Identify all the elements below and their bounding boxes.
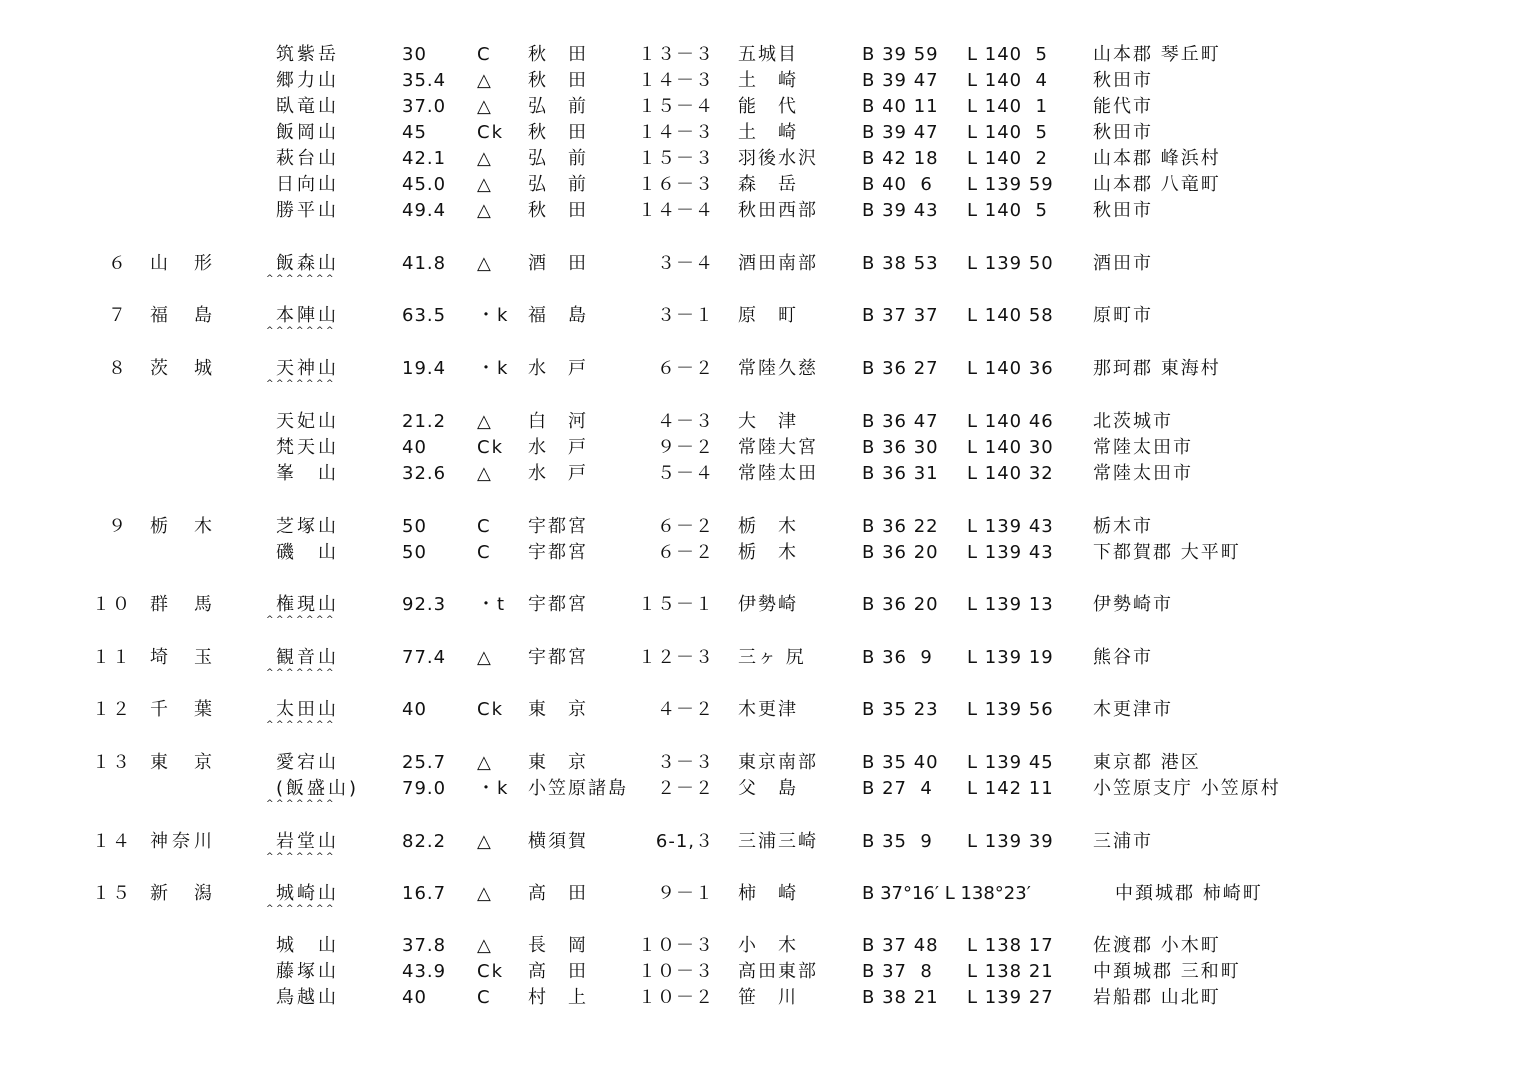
longitude: L 139 43: [967, 542, 1054, 563]
elevation: 42.1: [402, 148, 447, 169]
latitude: B 39 47: [862, 122, 939, 143]
table-row: [0, 356, 1527, 389]
address: 中頚城郡 柿崎町: [1115, 883, 1263, 904]
latitude: B 37°16′ L 138°23′: [862, 883, 1031, 904]
table-row: [0, 172, 1527, 198]
sheet-number: １４－３: [638, 70, 714, 91]
table-row: [0, 514, 1527, 540]
sheet-number: ３－１: [657, 305, 714, 326]
point-type: C: [477, 542, 492, 563]
map-sheet-50k: 小 木: [738, 935, 798, 956]
map-sheet-50k: 常陸大宮: [738, 437, 818, 458]
point-type: △: [477, 174, 493, 195]
map-sheet-200k: 東 京: [528, 699, 588, 720]
prefecture-number: １１: [92, 647, 132, 668]
table-row: [0, 776, 1527, 809]
map-sheet-200k: 宇都宮: [528, 542, 588, 563]
mountain-name: 権現山: [276, 594, 339, 615]
point-type: △: [477, 463, 493, 484]
address: 山本郡 琴丘町: [1093, 44, 1221, 65]
prefecture-name: 茨 城: [150, 358, 216, 379]
point-type: ・k: [477, 305, 510, 326]
elevation: 37.8: [402, 935, 447, 956]
table-row: [0, 750, 1527, 776]
address: 木更津市: [1093, 699, 1173, 720]
longitude: L 139 27: [967, 987, 1054, 1008]
point-type: △: [477, 883, 493, 904]
elevation: 43.9: [402, 961, 447, 982]
caret-underline-mark: ^ ^ ^ ^ ^ ^ ^: [266, 852, 334, 862]
sheet-number: １４－３: [638, 122, 714, 143]
elevation: 32.6: [402, 463, 447, 484]
latitude: B 36 20: [862, 594, 939, 615]
caret-underline-mark: ^ ^ ^ ^ ^ ^ ^: [266, 615, 334, 625]
latitude: B 39 59: [862, 44, 939, 65]
mountain-name: 郷力山: [276, 70, 339, 91]
elevation: 30: [402, 44, 427, 65]
sheet-number: ６－２: [657, 542, 714, 563]
elevation: 40: [402, 699, 427, 720]
mountain-name: 飯森山: [276, 253, 339, 274]
map-sheet-200k: 水 戸: [528, 463, 588, 484]
map-sheet-200k: 秋 田: [528, 200, 588, 221]
longitude: L 140 32: [967, 463, 1054, 484]
latitude: B 40 6: [862, 174, 933, 195]
latitude: B 39 47: [862, 70, 939, 91]
mountain-name: 日向山: [276, 174, 339, 195]
map-sheet-50k: 土 崎: [738, 70, 798, 91]
sheet-number: １５－３: [638, 148, 714, 169]
mountain-name: 城崎山: [276, 883, 339, 904]
address: 栃木市: [1093, 516, 1153, 537]
table-row: [0, 146, 1527, 172]
map-sheet-200k: 宇都宮: [528, 594, 588, 615]
longitude: L 139 19: [967, 647, 1054, 668]
map-sheet-200k: 弘 前: [528, 148, 588, 169]
map-sheet-50k: 大 津: [738, 411, 798, 432]
latitude: B 27 4: [862, 778, 933, 799]
prefecture-name: 栃 木: [150, 516, 216, 537]
longitude: L 140 1: [967, 96, 1049, 117]
latitude: B 38 21: [862, 987, 939, 1008]
address: 三浦市: [1093, 831, 1153, 852]
point-type: C: [477, 516, 492, 537]
sheet-number: ２－２: [657, 778, 714, 799]
prefecture-name: 埼 玉: [150, 647, 216, 668]
point-type: ・k: [477, 358, 510, 379]
mountain-name: 峯 山: [276, 463, 339, 484]
elevation: 45: [402, 122, 427, 143]
table-row: [0, 120, 1527, 146]
longitude: L 140 4: [967, 70, 1049, 91]
address: 熊谷市: [1093, 647, 1153, 668]
point-type: △: [477, 935, 493, 956]
longitude: L 139 43: [967, 516, 1054, 537]
longitude: L 139 59: [967, 174, 1054, 195]
elevation: 50: [402, 516, 427, 537]
map-sheet-200k: 秋 田: [528, 44, 588, 65]
elevation: 40: [402, 987, 427, 1008]
map-sheet-50k: 三ヶ 尻: [738, 647, 806, 668]
map-sheet-50k: 笹 川: [738, 987, 798, 1008]
latitude: B 37 37: [862, 305, 939, 326]
address: 那珂郡 東海村: [1093, 358, 1221, 379]
point-type: C: [477, 987, 492, 1008]
address: 中頚城郡 三和町: [1093, 961, 1241, 982]
point-type: △: [477, 70, 493, 91]
caret-underline-mark: ^ ^ ^ ^ ^ ^ ^: [266, 379, 334, 389]
point-type: △: [477, 148, 493, 169]
elevation: 79.0: [402, 778, 447, 799]
address: 秋田市: [1093, 200, 1153, 221]
prefecture-name: 東 京: [150, 752, 216, 773]
map-sheet-200k: 宇都宮: [528, 647, 588, 668]
sheet-number: ９－１: [657, 883, 714, 904]
latitude: B 36 27: [862, 358, 939, 379]
mountain-name: 天妃山: [276, 411, 339, 432]
point-type: △: [477, 96, 493, 117]
table-row: [0, 959, 1527, 985]
point-type: △: [477, 752, 493, 773]
table-row: [0, 461, 1527, 487]
elevation: 16.7: [402, 883, 447, 904]
prefecture-number: ９: [108, 516, 128, 537]
map-sheet-50k: 東京南部: [738, 752, 818, 773]
latitude: B 37 48: [862, 935, 939, 956]
caret-underline-mark: ^ ^ ^ ^ ^ ^ ^: [266, 274, 334, 284]
point-type: △: [477, 411, 493, 432]
point-type: Ck: [477, 122, 504, 143]
prefecture-name: 千 葉: [150, 699, 216, 720]
latitude: B 35 40: [862, 752, 939, 773]
table-row: [0, 697, 1527, 730]
address: 能代市: [1093, 96, 1153, 117]
map-sheet-200k: 福 島: [528, 305, 588, 326]
latitude: B 36 30: [862, 437, 939, 458]
mountain-name: 本陣山: [276, 305, 339, 326]
latitude: B 40 11: [862, 96, 939, 117]
sheet-number: １５－４: [638, 96, 714, 117]
mountain-name: 筑紫岳: [276, 44, 339, 65]
address: 下都賀郡 大平町: [1093, 542, 1241, 563]
address: 山本郡 八竜町: [1093, 174, 1221, 195]
elevation: 82.2: [402, 831, 447, 852]
prefecture-number: １５: [92, 883, 132, 904]
elevation: 49.4: [402, 200, 447, 221]
table-row: [0, 933, 1527, 959]
mountain-name: 岩堂山: [276, 831, 339, 852]
map-sheet-50k: 羽後水沢: [738, 148, 818, 169]
table-row: [0, 409, 1527, 435]
latitude: B 36 22: [862, 516, 939, 537]
table-row: [0, 540, 1527, 566]
prefecture-number: ６: [108, 253, 128, 274]
point-type: ・k: [477, 778, 510, 799]
address: 山本郡 峰浜村: [1093, 148, 1221, 169]
latitude: B 36 31: [862, 463, 939, 484]
table-row: [0, 645, 1527, 678]
address: 北茨城市: [1093, 411, 1173, 432]
longitude: L 140 5: [967, 200, 1049, 221]
map-sheet-200k: 長 岡: [528, 935, 588, 956]
map-sheet-50k: 三浦三崎: [738, 831, 818, 852]
map-sheet-50k: 栃 木: [738, 516, 798, 537]
address: 佐渡郡 小木町: [1093, 935, 1221, 956]
map-sheet-50k: 五城目: [738, 44, 798, 65]
sheet-number: ９－２: [657, 437, 714, 458]
sheet-number: １４－４: [638, 200, 714, 221]
mountain-name: 梵天山: [276, 437, 339, 458]
mountain-name: 太田山: [276, 699, 339, 720]
longitude: L 140 5: [967, 122, 1049, 143]
longitude: L 142 11: [967, 778, 1054, 799]
table-row: [0, 985, 1527, 1011]
mountain-name: 臥竜山: [276, 96, 339, 117]
map-sheet-200k: 弘 前: [528, 174, 588, 195]
sheet-number: ６－２: [657, 516, 714, 537]
longitude: L 139 45: [967, 752, 1054, 773]
prefecture-name: 神奈川: [150, 831, 216, 852]
elevation: 50: [402, 542, 427, 563]
map-sheet-200k: 水 戸: [528, 358, 588, 379]
map-sheet-200k: 秋 田: [528, 70, 588, 91]
map-sheet-50k: 原 町: [738, 305, 798, 326]
map-sheet-50k: 常陸太田: [738, 463, 818, 484]
elevation: 37.0: [402, 96, 447, 117]
table-row: [0, 198, 1527, 224]
map-sheet-200k: 小笠原諸島: [528, 778, 628, 799]
mountain-name: 天神山: [276, 358, 339, 379]
elevation: 41.8: [402, 253, 447, 274]
mountain-name: 藤塚山: [276, 961, 339, 982]
elevation: 63.5: [402, 305, 447, 326]
sheet-number: １５－１: [638, 594, 714, 615]
map-sheet-200k: 村 上: [528, 987, 588, 1008]
sheet-number: １６－３: [638, 174, 714, 195]
address: 東京都 港区: [1093, 752, 1201, 773]
prefecture-number: ７: [108, 305, 128, 326]
longitude: L 138 21: [967, 961, 1054, 982]
sheet-number: ５－４: [657, 463, 714, 484]
address: 酒田市: [1093, 253, 1153, 274]
longitude: L 139 50: [967, 253, 1054, 274]
caret-underline-mark: ^ ^ ^ ^ ^ ^ ^: [266, 326, 334, 336]
map-sheet-200k: 水 戸: [528, 437, 588, 458]
prefecture-number: ８: [108, 358, 128, 379]
mountain-name: 観音山: [276, 647, 339, 668]
latitude: B 36 20: [862, 542, 939, 563]
point-type: △: [477, 647, 493, 668]
elevation: 45.0: [402, 174, 447, 195]
map-sheet-200k: 白 河: [528, 411, 588, 432]
latitude: B 38 53: [862, 253, 939, 274]
point-type: Ck: [477, 699, 504, 720]
prefecture-name: 山 形: [150, 253, 216, 274]
prefecture-name: 福 島: [150, 305, 216, 326]
table-row: [0, 68, 1527, 94]
longitude: L 140 46: [967, 411, 1054, 432]
longitude: L 140 58: [967, 305, 1054, 326]
map-sheet-200k: 高 田: [528, 961, 588, 982]
longitude: L 140 36: [967, 358, 1054, 379]
latitude: B 36 47: [862, 411, 939, 432]
longitude: L 140 5: [967, 44, 1049, 65]
point-type: △: [477, 200, 493, 221]
sheet-number: １０－３: [638, 935, 714, 956]
map-sheet-200k: 秋 田: [528, 122, 588, 143]
table-row: [0, 94, 1527, 120]
elevation: 35.4: [402, 70, 447, 91]
map-sheet-50k: 土 崎: [738, 122, 798, 143]
mountain-name: (飯盛山): [276, 778, 360, 799]
latitude: B 39 43: [862, 200, 939, 221]
point-type: Ck: [477, 437, 504, 458]
mountain-name: 磯 山: [276, 542, 339, 563]
mountain-name: 飯岡山: [276, 122, 339, 143]
prefecture-number: １３: [92, 752, 132, 773]
address: 原町市: [1093, 305, 1153, 326]
caret-underline-mark: ^ ^ ^ ^ ^ ^ ^: [266, 904, 334, 914]
latitude: B 42 18: [862, 148, 939, 169]
elevation: 40: [402, 437, 427, 458]
map-sheet-50k: 酒田南部: [738, 253, 818, 274]
table-row: [0, 42, 1527, 68]
sheet-number: ４－３: [657, 411, 714, 432]
table-row: [0, 592, 1527, 625]
mountain-name: 芝塚山: [276, 516, 339, 537]
table-row: [0, 435, 1527, 461]
sheet-number: ３－３: [657, 752, 714, 773]
address: 伊勢崎市: [1093, 594, 1173, 615]
point-type: Ck: [477, 961, 504, 982]
map-sheet-200k: 酒 田: [528, 253, 588, 274]
table-row: [0, 881, 1527, 914]
elevation: 92.3: [402, 594, 447, 615]
map-sheet-50k: 常陸久慈: [738, 358, 818, 379]
latitude: B 35 23: [862, 699, 939, 720]
map-sheet-50k: 柿 崎: [738, 883, 798, 904]
table-row: [0, 829, 1527, 862]
address: 秋田市: [1093, 122, 1153, 143]
latitude: B 37 8: [862, 961, 933, 982]
point-type: C: [477, 44, 492, 65]
prefecture-name: 群 馬: [150, 594, 216, 615]
map-sheet-50k: 秋田西部: [738, 200, 818, 221]
map-sheet-200k: 弘 前: [528, 96, 588, 117]
mountain-name: 勝平山: [276, 200, 339, 221]
map-sheet-50k: 森 岳: [738, 174, 798, 195]
map-sheet-50k: 栃 木: [738, 542, 798, 563]
prefecture-number: １２: [92, 699, 132, 720]
latitude: B 36 9: [862, 647, 933, 668]
map-sheet-50k: 高田東部: [738, 961, 818, 982]
mountain-name: 城 山: [276, 935, 339, 956]
longitude: L 138 17: [967, 935, 1054, 956]
longitude: L 139 13: [967, 594, 1054, 615]
sheet-number: ６－２: [657, 358, 714, 379]
sheet-number: ４－２: [657, 699, 714, 720]
table-row: [0, 251, 1527, 284]
prefecture-name: 新 潟: [150, 883, 216, 904]
mountain-name: 萩台山: [276, 148, 339, 169]
prefecture-number: １０: [92, 594, 132, 615]
address: 岩船郡 山北町: [1093, 987, 1221, 1008]
elevation: 21.2: [402, 411, 447, 432]
longitude: L 139 56: [967, 699, 1054, 720]
sheet-number: １３－３: [638, 44, 714, 65]
map-sheet-200k: 宇都宮: [528, 516, 588, 537]
sheet-number: １２－３: [638, 647, 714, 668]
address: 秋田市: [1093, 70, 1153, 91]
map-sheet-200k: 高 田: [528, 883, 588, 904]
elevation: 19.4: [402, 358, 447, 379]
sheet-number: １０－３: [638, 961, 714, 982]
sheet-number: 6-1,３: [655, 831, 714, 852]
map-sheet-50k: 能 代: [738, 96, 798, 117]
prefecture-number: １４: [92, 831, 132, 852]
sheet-number: １０－２: [638, 987, 714, 1008]
mountain-name: 愛宕山: [276, 752, 339, 773]
map-sheet-50k: 父 島: [738, 778, 798, 799]
point-type: △: [477, 253, 493, 274]
longitude: L 139 39: [967, 831, 1054, 852]
address: 小笠原支庁 小笠原村: [1093, 778, 1281, 799]
map-sheet-200k: 東 京: [528, 752, 588, 773]
caret-underline-mark: ^ ^ ^ ^ ^ ^ ^: [266, 720, 334, 730]
point-type: △: [477, 831, 493, 852]
mountain-name: 鳥越山: [276, 987, 339, 1008]
latitude: B 35 9: [862, 831, 933, 852]
address: 常陸太田市: [1093, 463, 1193, 484]
table-row: [0, 303, 1527, 336]
sheet-number: ３－４: [657, 253, 714, 274]
longitude: L 140 2: [967, 148, 1049, 169]
caret-underline-mark: ^ ^ ^ ^ ^ ^ ^: [266, 799, 334, 809]
caret-underline-mark: ^ ^ ^ ^ ^ ^ ^: [266, 668, 334, 678]
map-sheet-200k: 横須賀: [528, 831, 588, 852]
point-type: ・t: [477, 594, 507, 615]
longitude: L 140 30: [967, 437, 1054, 458]
map-sheet-50k: 木更津: [738, 699, 798, 720]
elevation: 25.7: [402, 752, 447, 773]
address: 常陸太田市: [1093, 437, 1193, 458]
elevation: 77.4: [402, 647, 447, 668]
map-sheet-50k: 伊勢崎: [738, 594, 798, 615]
